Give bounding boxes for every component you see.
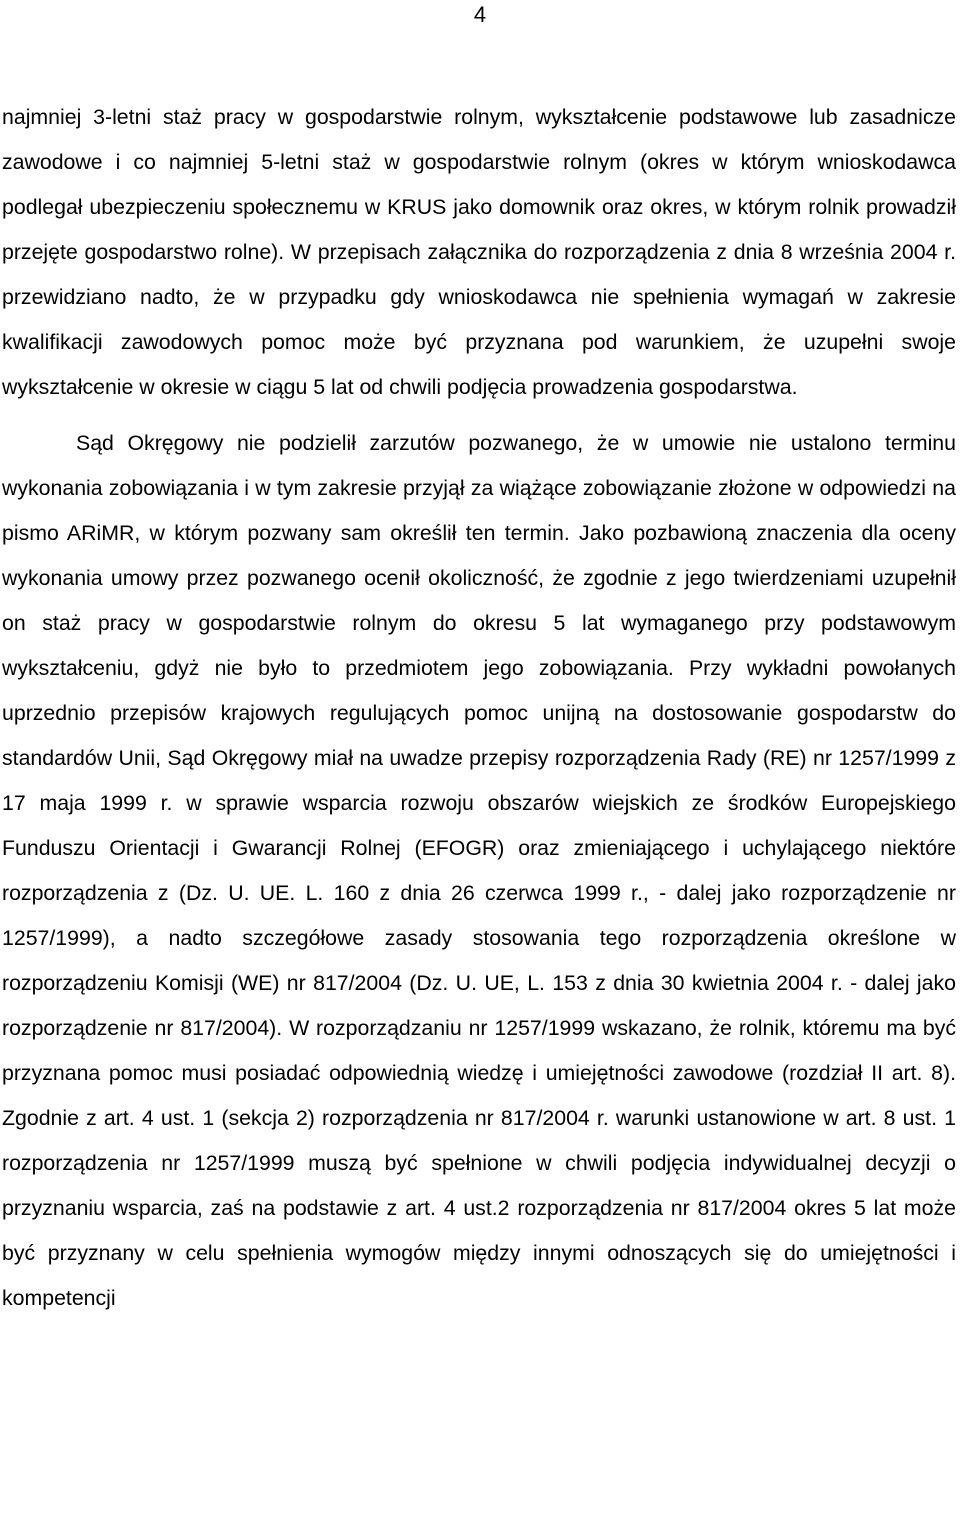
paragraph-court-reasoning: Sąd Okręgowy nie podzielił zarzutów pozwanego, że w umowie nie ustalono terminu wykonania zobowiązania i w tym zakresie przyjął za wiążące zobowiązanie złożone w odpowiedzi na pismo ARiMR, w którym pozwany sam określił ten termin. Jako pozbawioną znaczenia dla oceny wykonania umowy przez pozwanego ocenił okoliczność, że zgodnie z jego twierdzeniami uzupełnił on staż pracy w gospodarstwie rolnym do okresu 5 lat wymaganego przy podstawowym wykształceniu, gdyż nie było to przedmiotem jego zobowiązania. Przy wykładni powołanych uprzednio przepisów krajowych regulujących pomoc unijną na dostosowanie gospodarstw do standardów Unii, Sąd Okręgowy miał na uwadze przepisy rozporządzenia Rady (RE) nr 1257/1999 z 17 maja 1999 r. w sprawie wsparcia rozwoju obszarów wiejskich ze środków Europejskiego Funduszu Orientacji i Gwarancji Rolnej (EFOGR) oraz zmieniającego i uchylającego niektóre rozporządzenia z (Dz. U. UE. L. 160 z dnia 26 czerwca 1999 r., - dalej jako rozporządzenie nr 1257/1999), a nadto szczegółowe zasady stosowania tego rozporządzenia określone w rozporządzeniu Komisji (WE) nr 817/2004 (Dz. U. UE, L. 153 z dnia 30 kwietnia 2004 r. - dalej jako rozporządzenie nr 817/2004). W rozporządzaniu nr 1257/1999 wskazano, że rolnik, któremu ma być przyznana pomoc musi posiadać odpowiednią wiedzę i umiejętności zawodowe (rozdział II art. 8). Zgodnie z art. 4 ust. 1 (sekcja 2) rozporządzenia nr 817/2004 r. warunki ustanowione w art. 8 ust. 1 rozporządzenia nr 1257/1999 muszą być spełnione w chwili podjęcia indywidualnej decyzji o przyznaniu wsparcia, zaś na podstawie z art. 4 ust.2 rozporządzenia nr 817/2004 okres 5 lat może być przyznany w celu spełnienia wymogów między innymi odnoszących się do umiejętności i kompetencji <box>2 431 956 1310</box>
document-body <box>2 95 956 1321</box>
page-number: 4 <box>473 2 487 27</box>
paragraph-continuation: najmniej 3-letni staż pracy w gospodarstwie rolnym, wykształcenie podstawowe lub zasadnicze zawodowe i co najmniej 5-letni staż w gospodarstwie rolnym (okres w którym wnioskodawca podlegał ubezpieczeniu społecznemu w KRUS jako domownik oraz okres, w którym rolnik prowadził przejęte gospodarstwo rolne). W przepisach załącznika do rozporządzenia z dnia 8 września 2004 r. przewidziano nadto, że w przypadku gdy wnioskodawca nie spełnienia wymagań w zakresie kwalifikacji zawodowych pomoc może być przyznana pod warunkiem, że uzupełni swoje wykształcenie w okresie w ciągu 5 lat od chwili podjęcia prowadzenia gospodarstwa. <box>2 105 956 399</box>
